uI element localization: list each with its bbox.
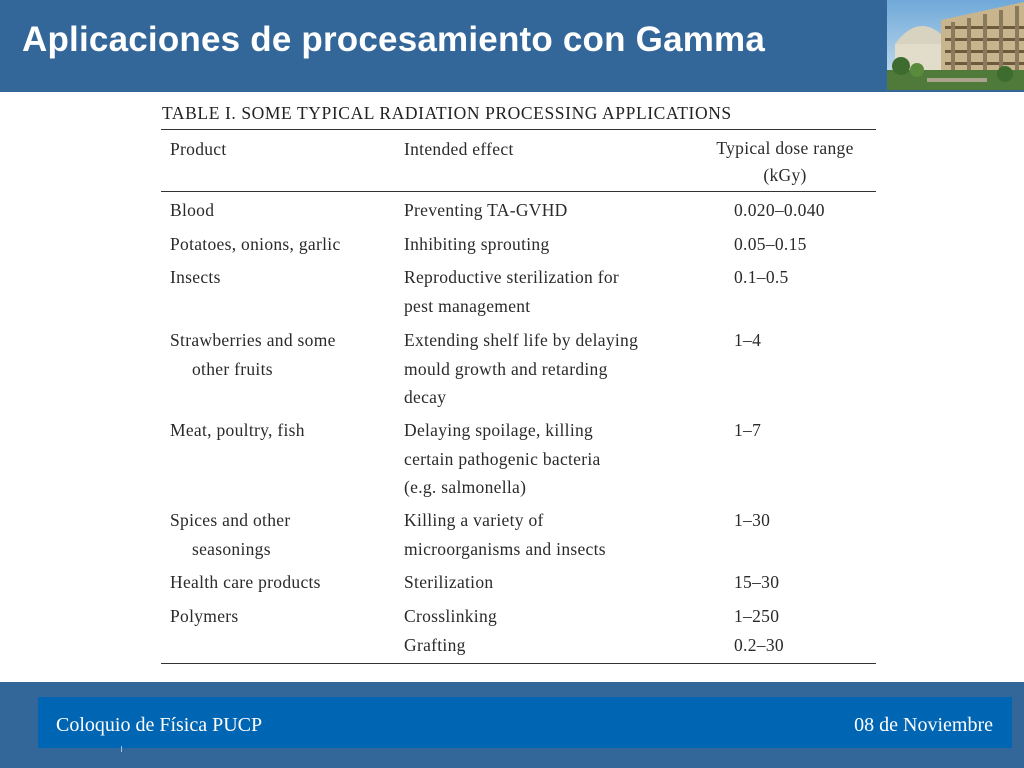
table-header-rule bbox=[161, 191, 876, 192]
table-cell-product: Health care products bbox=[170, 572, 321, 592]
column-header-dose-unit: (kGy) bbox=[763, 165, 807, 185]
table-cell-effect bbox=[404, 263, 619, 320]
table-cell-effect-line: mould growth and retarding bbox=[404, 358, 608, 379]
table-cell-dose: 0.020–0.040 bbox=[734, 200, 825, 220]
table-cell-dose: 0.1–0.5 bbox=[734, 267, 789, 287]
table-cell-product: Blood bbox=[170, 200, 215, 220]
table-cell-dose: 15–30 bbox=[734, 572, 780, 592]
slide-title: Aplicaciones de procesamiento con Gamma bbox=[22, 20, 766, 59]
building-photo bbox=[887, 0, 1024, 90]
table-cell-effect-line: Delaying spoilage, killing bbox=[404, 420, 594, 440]
table-cell-dose: 0.05–0.15 bbox=[734, 234, 807, 254]
column-header-effect: Intended effect bbox=[404, 139, 514, 159]
table-cell-dose-line: 1–250 bbox=[734, 606, 780, 626]
header-bar bbox=[0, 0, 1024, 92]
footer-event-name: Coloquio de Física PUCP bbox=[56, 714, 263, 736]
table-cell-product: Insects bbox=[170, 267, 221, 287]
table-cell-effect-line: Crosslinking bbox=[404, 606, 498, 626]
table-cell-dose bbox=[734, 602, 784, 659]
table-cell-product bbox=[170, 506, 290, 563]
table-cell-effect: Inhibiting sprouting bbox=[404, 234, 550, 254]
footer-date: 08 de Noviembre bbox=[854, 714, 993, 736]
table-title: TABLE I. SOME TYPICAL RADIATION PROCESSING APPLICATIONS bbox=[162, 103, 732, 123]
table-cell-product-line: seasonings bbox=[192, 538, 271, 559]
table-cell-effect-line: Extending shelf life by delaying bbox=[404, 330, 639, 350]
table-cell-product-line: Spices and other bbox=[170, 510, 291, 530]
table-cell-effect-line: certain pathogenic bacteria bbox=[404, 448, 601, 469]
column-header-dose-line1: Typical dose range bbox=[716, 138, 854, 158]
table-cell-product-line: other fruits bbox=[192, 358, 273, 379]
table-cell-effect bbox=[404, 416, 601, 502]
table-cell-dose: 1–7 bbox=[734, 420, 762, 440]
table-cell-effect-line: Killing a variety of bbox=[404, 510, 544, 530]
table-cell-product-line: Strawberries and some bbox=[170, 330, 336, 350]
column-header-dose bbox=[700, 135, 870, 189]
table-cell-effect: Preventing TA-GVHD bbox=[404, 200, 568, 220]
table-bottom-rule bbox=[161, 663, 876, 664]
table-cell-product: Polymers bbox=[170, 606, 239, 626]
table-cell-dose-line: 0.2–30 bbox=[734, 634, 784, 655]
table-cell-effect-line: decay bbox=[404, 387, 447, 407]
table-cell-effect bbox=[404, 506, 606, 563]
table-cell-effect-line: microorganisms and insects bbox=[404, 538, 606, 559]
table-cell-effect bbox=[404, 326, 638, 412]
table-cell-effect-line: (e.g. salmonella) bbox=[404, 477, 527, 497]
table-cell-effect-line: Reproductive sterilization for bbox=[404, 267, 620, 287]
table-cell-product: Meat, poultry, fish bbox=[170, 420, 305, 440]
footer-tick-mark bbox=[121, 746, 122, 752]
table-cell-product: Potatoes, onions, garlic bbox=[170, 234, 341, 254]
table-cell-dose: 1–30 bbox=[734, 510, 771, 530]
table-cell-product bbox=[170, 326, 336, 383]
table-cell-effect bbox=[404, 602, 497, 659]
table-top-rule bbox=[161, 129, 876, 130]
column-header-product: Product bbox=[170, 139, 227, 159]
table-cell-effect: Sterilization bbox=[404, 572, 494, 592]
table-cell-effect-line: Grafting bbox=[404, 634, 466, 655]
table-cell-effect-line: pest management bbox=[404, 295, 531, 316]
table-cell-dose: 1–4 bbox=[734, 330, 762, 350]
